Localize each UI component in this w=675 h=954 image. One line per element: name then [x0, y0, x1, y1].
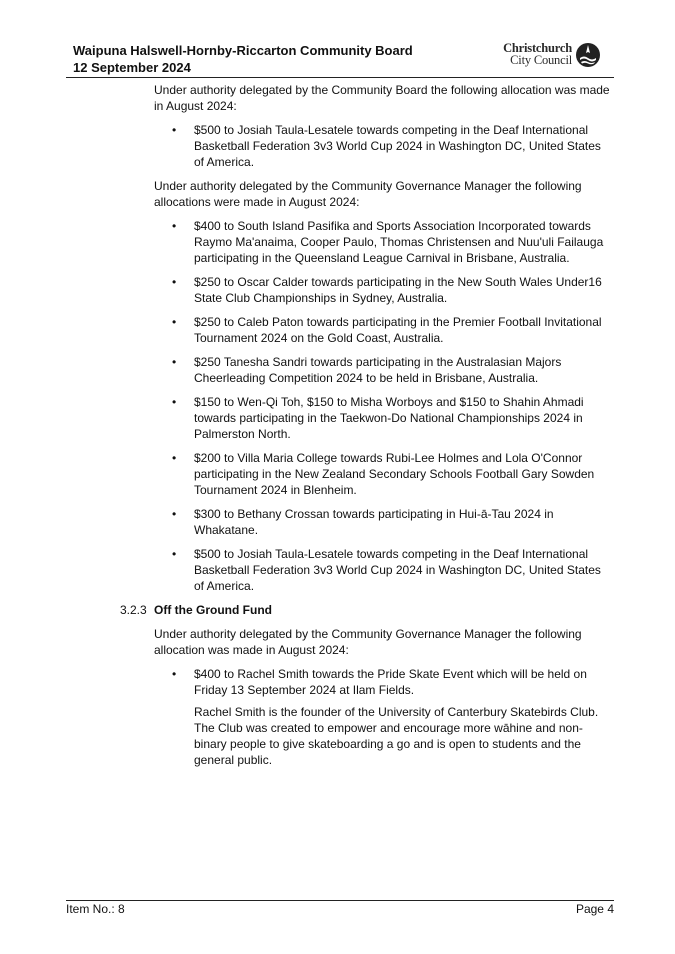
list-item: • $250 to Oscar Calder towards participating in the New South Wales Under16 State Club Championships in Sydney, Australia.: [172, 275, 602, 305]
page-number: Page 4: [575, 902, 614, 916]
bullet: •: [172, 355, 177, 369]
section-heading: [120, 602, 614, 618]
logo-text: [498, 42, 572, 66]
manager-allocation-intro: Under authority delegated by the Community Governance Manager the following allocations were made in August 2024:: [154, 179, 582, 209]
logo-line2: City Council: [510, 53, 572, 67]
list-item: • $200 to Villa Maria College towards Rubi-Lee Holmes and Lola O'Connor participating in the New Zealand Secondary Schools Football Gary Sowden Tournament 2024 in Blenheim.: [172, 451, 595, 497]
section-number: 3.2.3: [120, 603, 147, 617]
list-item: • $400 to South Island Pasifika and Sports Association Incorporated towards Raymo Ma'anaima, Cooper Paulo, Thomas Christensen and Nuu'uli Failauga participating in the Queensland League Carnival in Brisbane, Australia.: [172, 219, 604, 265]
board-allocation-list: [154, 122, 614, 170]
bullet: •: [172, 507, 177, 521]
list-item: • $250 Tanesha Sandri towards participating in the Australasian Majors Cheerleading Competition 2024 to be held in Brisbane, Australia.: [172, 355, 562, 385]
council-logo: [498, 42, 603, 70]
bullet: •: [172, 315, 177, 329]
bullet: •: [172, 275, 177, 289]
meeting-date: 12 September 2024: [73, 60, 191, 75]
board-allocation-intro: Under authority delegated by the Community Board the following allocation was made in August 2024:: [154, 83, 610, 113]
list-item: • $500 to Josiah Taula-Lesatele towards competing in the Deaf International Basketball Federation 3v3 World Cup 2024 in Washington DC, United States of America.: [172, 123, 601, 169]
council-emblem-icon: [575, 42, 601, 68]
list-item: • $300 to Bethany Crossan towards participating in Hui-ā-Tau 2024 in Whakatane.: [172, 507, 554, 537]
board-name: Waipuna Halswell-Hornby-Riccarton Community Board: [73, 43, 413, 58]
section-title: Off the Ground Fund: [154, 603, 272, 617]
manager-allocation-list: [154, 218, 614, 594]
list-item: • $500 to Josiah Taula-Lesatele towards competing in the Deaf International Basketball Federation 3v3 World Cup 2024 in Washington DC, United States of America.: [172, 547, 601, 593]
footer-rule: [66, 900, 614, 901]
list-item: • $400 to Rachel Smith towards the Pride Skate Event which will be held on Friday 13 September 2024 at Ilam Fields.: [172, 667, 587, 697]
logo-line1: Christchurch: [503, 41, 572, 55]
fund-allocation-detail: Rachel Smith is the founder of the University of Canterbury Skatebirds Club. The Club was created to empower and encourage more wāhine and non-binary people to give skateboarding a go and is open to students and the general public.: [194, 705, 599, 767]
list-item: • $250 to Caleb Paton towards participating in the Premier Football Invitational Tournament 2024 on the Gold Coast, Australia.: [172, 315, 602, 345]
bullet: •: [172, 667, 177, 681]
bullet: •: [172, 219, 177, 233]
bullet: •: [172, 547, 177, 561]
fund-allocation-list: [154, 666, 614, 698]
bullet: •: [172, 123, 177, 137]
document-body: [120, 82, 614, 776]
list-item: • $150 to Wen-Qi Toh, $150 to Misha Worboys and $150 to Shahin Ahmadi towards participating in the Taekwon-Do National Championships 2024 in Palmerston North.: [172, 395, 584, 441]
header-rule: [66, 77, 614, 78]
fund-allocation-intro: Under authority delegated by the Community Governance Manager the following allocation was made in August 2024:: [154, 627, 582, 657]
bullet: •: [172, 451, 177, 465]
item-number: Item No.: 8: [66, 902, 125, 916]
bullet: •: [172, 395, 177, 409]
